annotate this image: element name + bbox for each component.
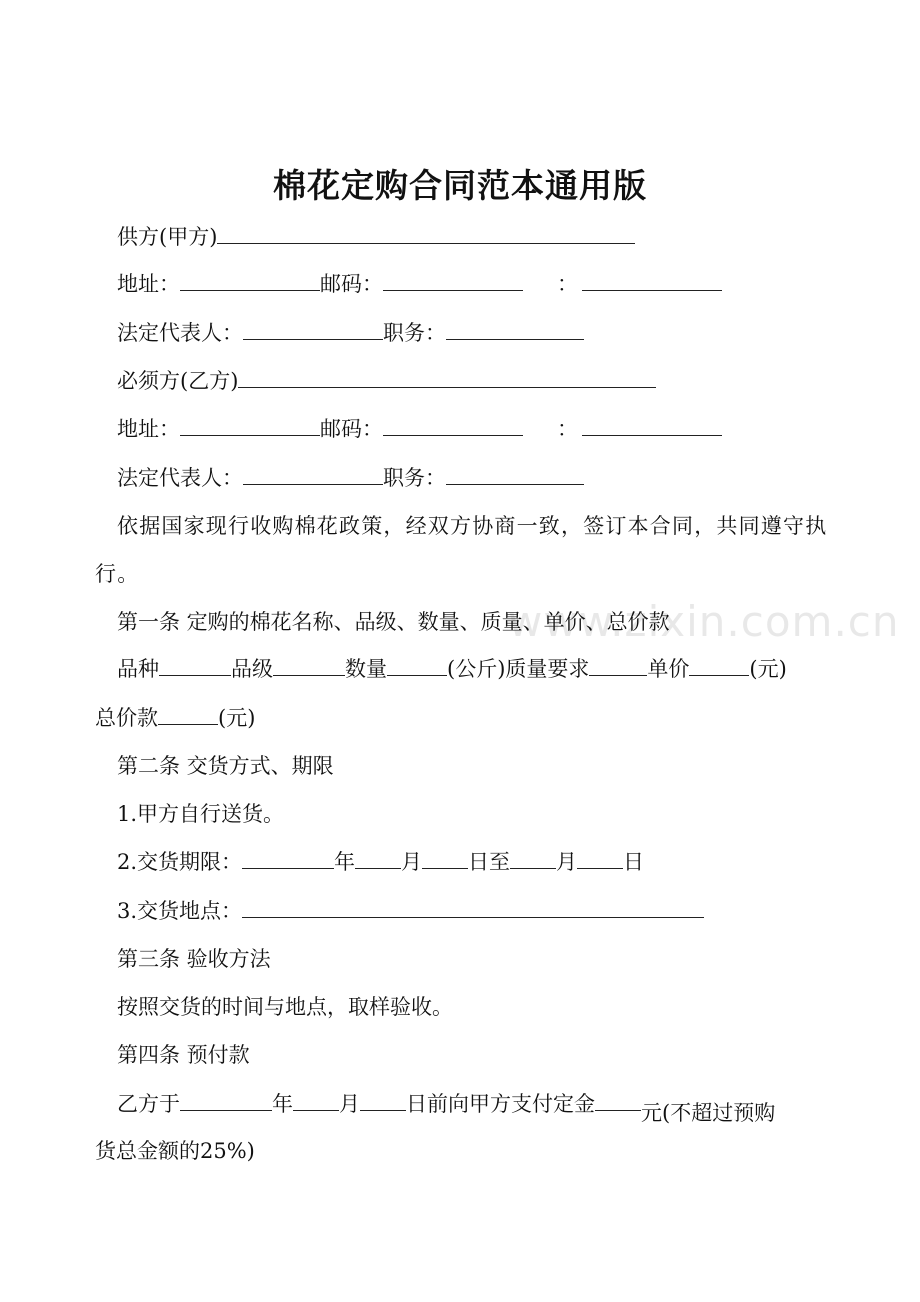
address-label: 地址：	[117, 417, 180, 441]
quality-label: (公斤)质量要求	[447, 657, 590, 681]
delivery-period-label: 2.交货期限：	[117, 850, 243, 874]
party-a-address-line	[117, 269, 722, 299]
zip-blank	[383, 415, 523, 436]
year-label: 年	[334, 850, 356, 874]
grade-blank	[273, 655, 345, 676]
deposit-blank	[595, 1090, 641, 1111]
party-b-label: 必须方(乙方)	[117, 369, 239, 393]
party-a-rep-line	[117, 318, 584, 348]
day-to-label: 日至	[468, 850, 511, 874]
party-b-address-line	[117, 414, 722, 444]
article-2-item-1: 1.甲方自行送货。	[117, 802, 285, 826]
article-3-text: 按照交货的时间与地点，取样验收。	[117, 995, 453, 1019]
quality-blank	[589, 655, 647, 676]
rep-label: 法定代表人：	[117, 466, 243, 490]
rep-blank	[243, 464, 383, 485]
unit-price-blank	[689, 655, 749, 676]
article-3-title: 第三条 验收方法	[117, 947, 271, 971]
total-price-label: 总价款	[95, 706, 158, 730]
article-1-title: 第一条 定购的棉花名称、品级、数量、质量、单价、总价款	[117, 610, 670, 634]
delivery-place-blank	[242, 897, 704, 918]
prepay-month-blank	[293, 1090, 339, 1111]
document-title: 棉花定购合同范本通用版	[273, 166, 647, 205]
prepay-month-label: 月	[339, 1092, 360, 1116]
variety-blank	[159, 655, 231, 676]
total-price-blank	[158, 704, 218, 725]
variety-label: 品种	[117, 657, 159, 681]
intro-paragraph: 依据国家现行收购棉花政策，经双方协商一致，签订本合同，共同遵守执行。	[95, 514, 828, 586]
delivery-place-label: 3.交货地点：	[117, 899, 243, 923]
prepay-year-blank	[180, 1090, 272, 1111]
phone-blank	[582, 270, 722, 291]
rep-blank	[243, 319, 383, 340]
party-b-blank	[238, 367, 656, 388]
total-yuan-label: (元)	[218, 706, 256, 730]
day-end-label: 日	[623, 850, 645, 874]
party-a-blank	[217, 223, 635, 244]
day-blank	[422, 848, 468, 869]
deposit-note-continuation: 货总金额的25%)	[95, 1139, 255, 1163]
article-2-item-3	[117, 896, 704, 926]
unit-price-label: 单价	[647, 657, 690, 681]
quantity-label: 数量	[345, 657, 387, 681]
watermark: www.zixin.com.cn	[508, 597, 900, 646]
article-2-title: 第二条 交货方式、期限	[117, 754, 334, 778]
day-end-blank	[577, 848, 623, 869]
article-4-title: 第四条 预付款	[117, 1043, 250, 1067]
address-blank	[180, 415, 320, 436]
yuan-label: (元)	[749, 657, 787, 681]
month-label: 月	[401, 850, 423, 874]
deposit-note: 元(不超过预购	[641, 1101, 776, 1125]
rep-label: 法定代表人：	[117, 321, 243, 345]
article-1-fields-line	[117, 654, 787, 684]
party-a-label: 供方(甲方)	[117, 225, 218, 249]
zip-label: 邮码：	[320, 272, 383, 296]
party-b-prefix: 乙方于	[117, 1092, 180, 1116]
party-b-rep-line	[117, 463, 584, 493]
party-b-line	[117, 366, 656, 396]
position-label: 职务：	[383, 321, 446, 345]
party-a-line	[117, 222, 635, 252]
article-4-text-line-1	[117, 1089, 775, 1137]
position-blank	[446, 464, 584, 485]
prepay-day-blank	[360, 1090, 406, 1111]
article-2-item-2	[117, 847, 644, 877]
month-end-label: 月	[556, 850, 578, 874]
phone-blank	[582, 415, 722, 436]
position-label: 职务：	[383, 466, 446, 490]
position-blank	[446, 319, 584, 340]
quantity-blank	[387, 655, 447, 676]
month-end-blank	[510, 848, 556, 869]
phone-label: ：	[557, 272, 578, 296]
address-blank	[180, 270, 320, 291]
year-blank	[242, 848, 334, 869]
zip-blank	[383, 270, 523, 291]
phone-label: ：	[557, 417, 578, 441]
grade-label: 品级	[231, 657, 273, 681]
prepay-year-label: 年	[272, 1092, 293, 1116]
prepay-before-label: 日前向甲方支付定金	[406, 1092, 595, 1116]
article-1-total-line	[95, 703, 255, 733]
zip-label: 邮码：	[320, 417, 383, 441]
address-label: 地址：	[117, 272, 180, 296]
month-blank	[355, 848, 401, 869]
